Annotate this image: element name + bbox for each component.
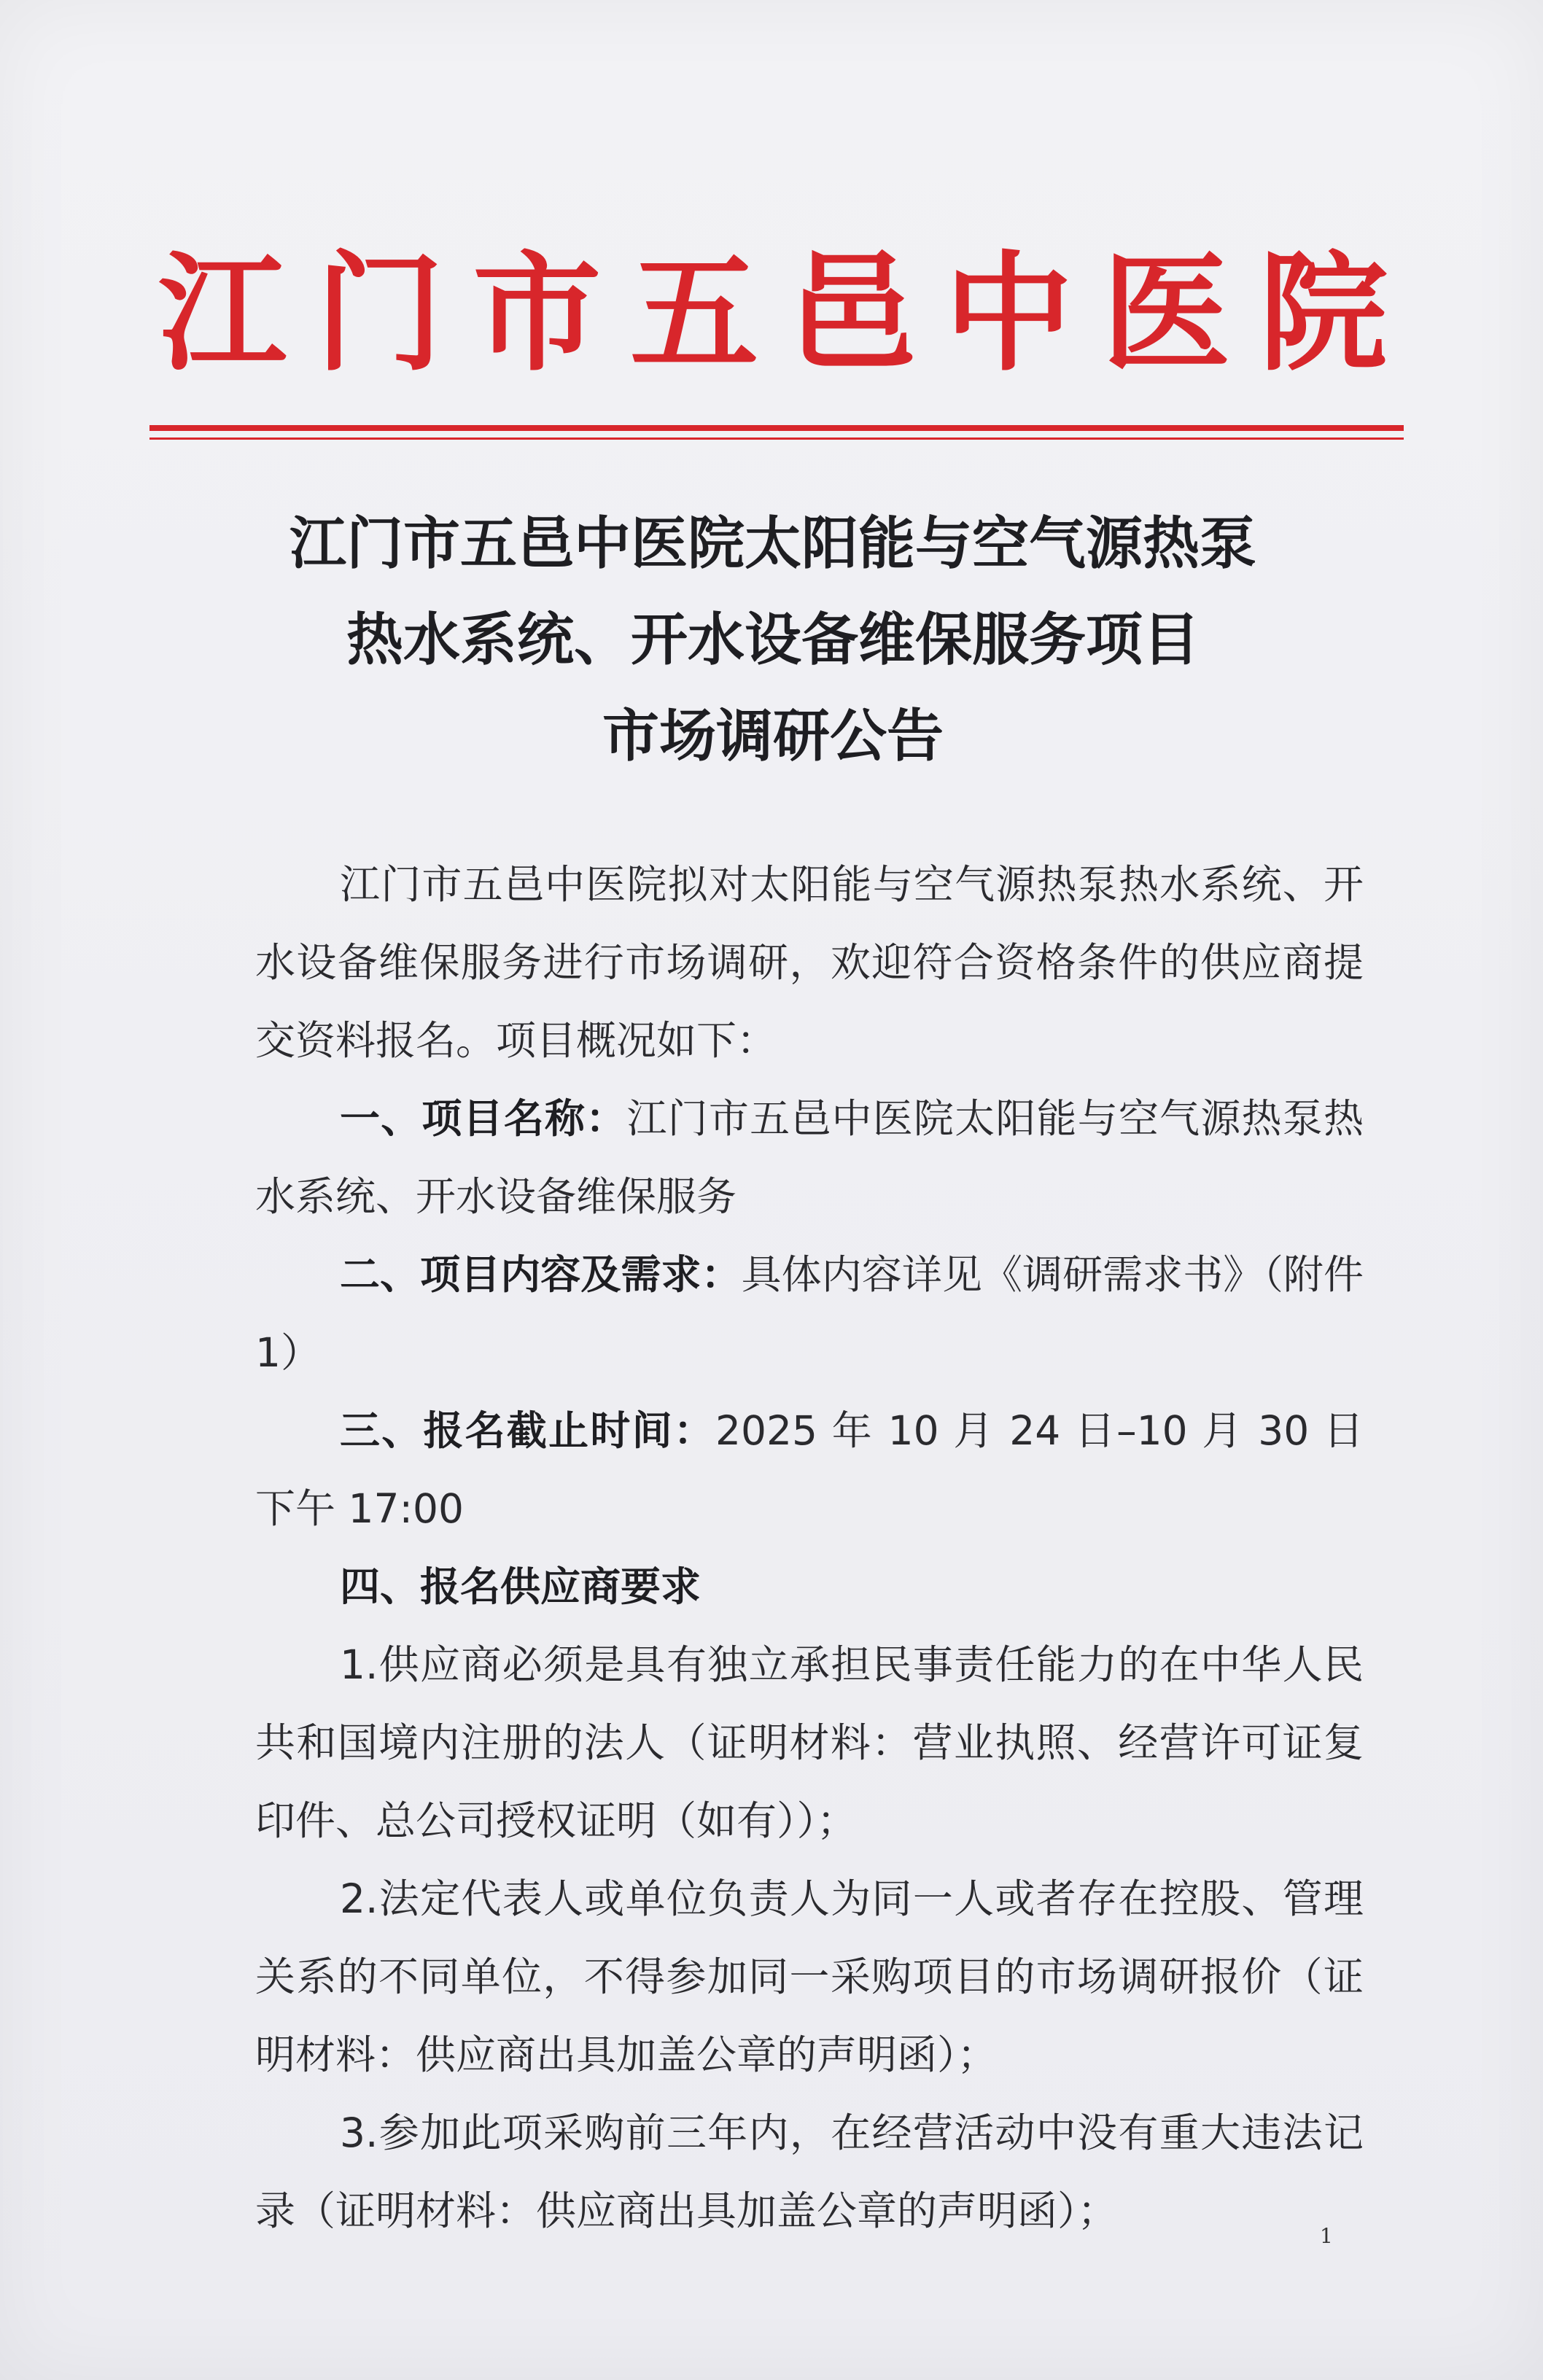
section-label: 四、报名供应商要求 [340, 1563, 701, 1610]
section-text: 2025 年 10 月 24 日–10 月 30 日下午 17:00 [255, 1407, 1364, 1532]
section-project-content [255, 1236, 1364, 1392]
requirement-item: 2.法定代表人或单位负责人为同一人或者存在控股、管理关系的不同单位，不得参加同一采购项目的市场调研报价（证明材料：供应商出具加盖公章的声明函）； [255, 1875, 1364, 2078]
letterhead-char: 五 [630, 238, 759, 389]
letterhead-char: 江 [158, 238, 287, 389]
letterhead-char: 市 [473, 238, 602, 389]
letterhead-char: 门 [315, 238, 444, 389]
requirement-item: 1.供应商必须是具有独立承担民事责任能力的在中华人民共和国境内注册的法人（证明材料：营业执照、经营许可证复印件、总公司授权证明（如有））； [255, 1641, 1364, 1844]
letterhead-divider-thin [149, 438, 1404, 440]
letterhead-divider-thick [149, 425, 1404, 431]
section-text: 江门市五邑中医院太阳能与空气源热泵热水系统、开水设备维保服务 [255, 1095, 1364, 1220]
requirement-item: 3.参加此项采购前三年内，在经营活动中没有重大违法记录（证明材料：供应商出具加盖公章的声明函）； [255, 2109, 1364, 2234]
letterhead-char: 医 [1102, 238, 1231, 389]
section-project-name [255, 1080, 1364, 1236]
title-line-3: 市场调研公告 [602, 703, 944, 769]
letterhead-char: 邑 [787, 238, 916, 389]
title-line-1: 江门市五邑中医院太阳能与空气源热泵 [289, 510, 1256, 577]
section-label: 三、报名截止时间： [340, 1407, 716, 1454]
letterhead-char: 中 [944, 238, 1073, 389]
document-body [255, 846, 1364, 2250]
page-number: 1 [1320, 2224, 1333, 2248]
title-line-2: 热水系统、开水设备维保服务项目 [346, 607, 1200, 673]
letterhead-char: 院 [1259, 238, 1388, 389]
section-label: 一、项目名称： [340, 1095, 627, 1142]
section-label: 二、项目内容及需求： [340, 1251, 742, 1298]
document-title [153, 496, 1393, 785]
letterhead-title [153, 238, 1393, 389]
section-deadline [255, 1392, 1364, 1548]
section-supplier-requirements [255, 1548, 1364, 1626]
intro-paragraph: 江门市五邑中医院拟对太阳能与空气源热泵热水系统、开水设备维保服务进行市场调研，欢迎符合资格条件的供应商提交资料报名。项目概况如下： [255, 861, 1364, 1064]
section-text: 具体内容详见《调研需求书》（附件 1） [255, 1251, 1364, 1376]
